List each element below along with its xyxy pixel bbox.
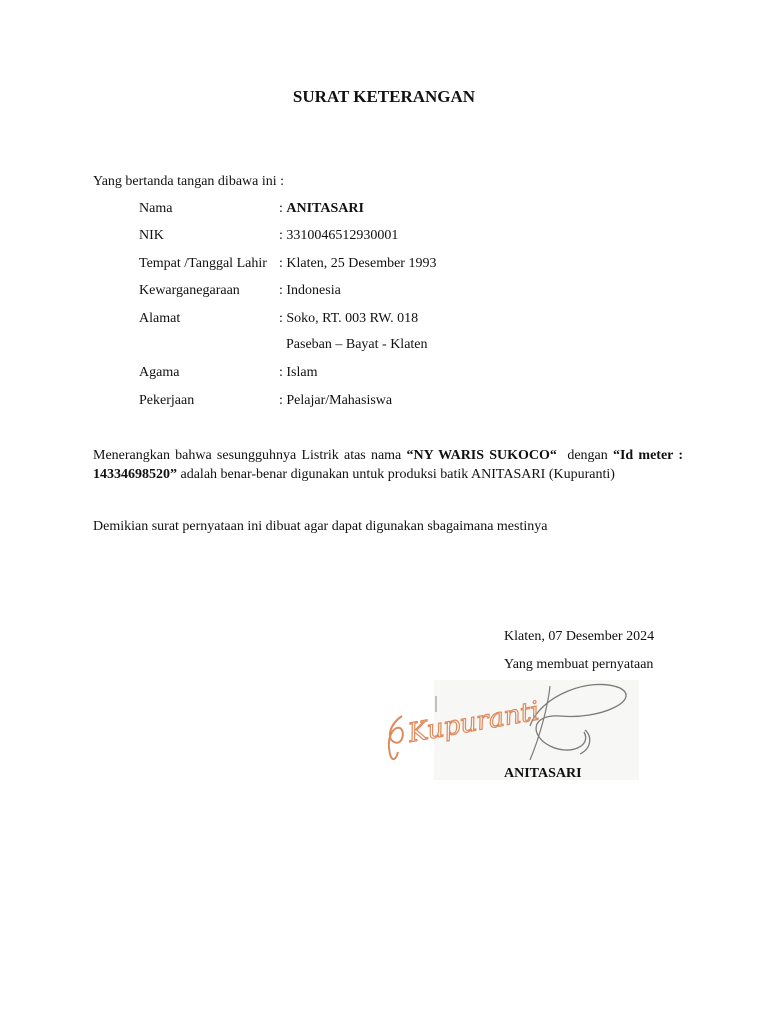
kupuranti-logo-script: Kupuranti [406,696,542,749]
field-label-agama: Agama [139,365,180,380]
field-value-kewarganegaraan: : Indonesia [279,283,341,298]
field-value-pekerjaan: : Pelajar/Mahasiswa [279,393,393,408]
field-value-alamat-line2: Paseban – Bayat - Klaten [286,337,428,352]
field-label-nik: NIK [139,228,164,243]
field-value-ttl: : Klaten, 25 Desember 1993 [279,256,437,271]
field-value-nik: : 3310046512930001 [279,228,399,243]
document-title: SURAT KETERANGAN [292,87,476,106]
intro-text: Yang bertanda tangan dibawa ini : [93,174,285,189]
signature-place-date: Klaten, 07 Desember 2024 [504,629,655,644]
field-value-nama: : ANITASARI [279,201,364,216]
field-label-alamat: Alamat [139,311,181,326]
field-label-pekerjaan: Pekerjaan [139,393,195,408]
kupuranti-logo-flourish [389,716,403,759]
signature-caption: Yang membuat pernyataan [504,657,654,672]
statement-paragraph: Menerangkan bahwa sesungguhnya Listrik atas nama “NY WARIS SUKOCO“ dengan “Id meter : 14334698520” adalah benar-benar digunakan untuk produksi batik ANITASARI (Kupuranti) [93,448,684,482]
field-value-alamat: : Soko, RT. 003 RW. 018 [279,311,419,326]
signature-name: ANITASARI [504,766,582,781]
field-label-ttl: Tempat /Tanggal Lahir [139,256,267,271]
field-label-nama: Nama [139,201,173,216]
field-value-agama: : Islam [279,365,318,380]
field-label-kewarganegaraan: Kewarganegaraan [139,283,240,298]
closing-text: Demikian surat pernyataan ini dibuat agar dapat digunakan sbagaimana mestinya [93,519,548,534]
